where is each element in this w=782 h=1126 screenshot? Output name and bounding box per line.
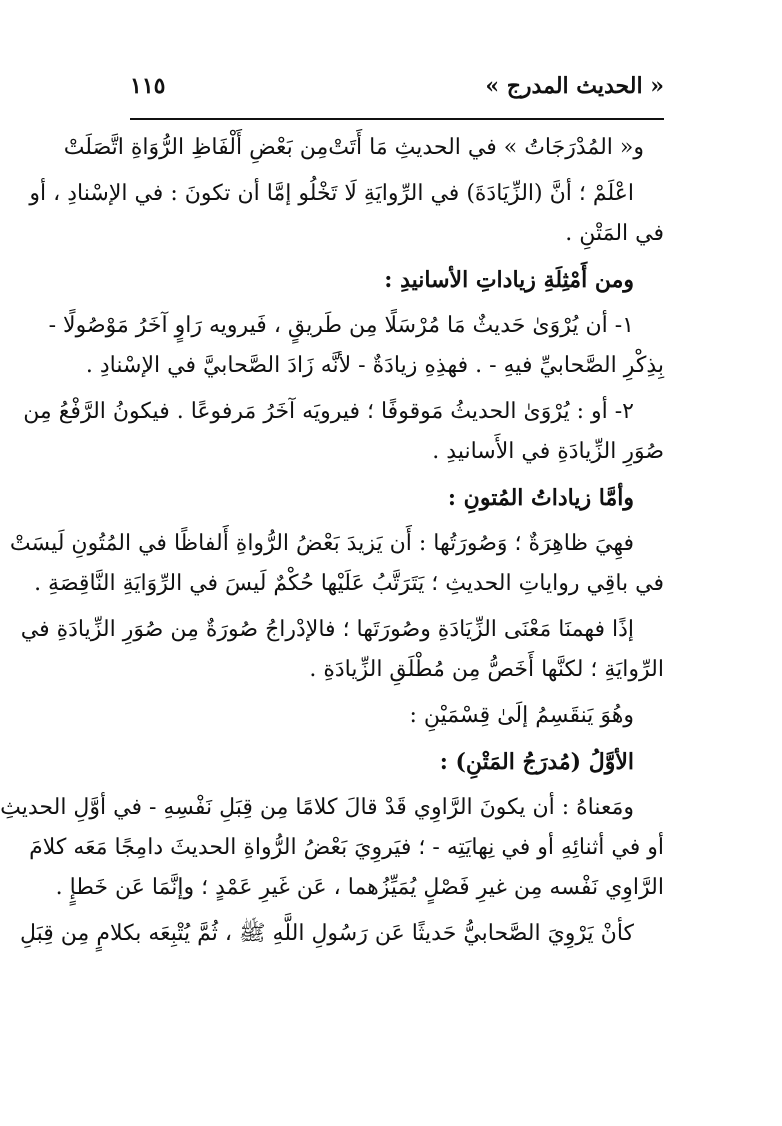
paragraph-line: إذًا فهمنَا مَعْنَى الزِّيَادَةِ وصُورَتَها ؛ فالإدْراجُ صُورَةٌ مِن صُوَرِ الزِّيادَةِ في <box>20 617 634 642</box>
running-header <box>130 66 664 106</box>
paragraph-line: في المَتْنِ . <box>565 221 664 246</box>
paragraph-line: صُوَرِ الزِّيادَةِ في الأَسانيدِ . <box>432 439 664 464</box>
paragraph-line: في باقِي رواياتِ الحديثِ ؛ يَتَرَتَّبُ عَلَيْها حُكْمٌ لَيسَ في الرِّوَايَةِ النَّاقِصَةِ . <box>34 571 664 596</box>
paragraph-line: ومَعناهُ : أن يكونَ الرَّاوِي قَدْ قالَ كلامًا مِن قِبَلِ نَفْسِهِ - في أوَّلِ الحديثِ <box>0 795 634 820</box>
verse-first-hemistich: و« المُدْرَجَاتُ » في الحديثِ مَا أَتَتْ <box>328 135 644 160</box>
verse-line <box>63 128 664 168</box>
header-rule <box>130 118 664 120</box>
paragraph-line: كأنْ يَرْوِيَ الصَّحابيُّ حَديثًا عَن رَسُولِ اللَّهِ ﷺ ، ثُمَّ يُتْبِعَه بكلامٍ مِن قِبَلِ <box>19 921 634 946</box>
paragraph-line: بِذِكْرِ الصَّحابيِّ فيهِ - . فهذِهِ زيادَةٌ - لأنَّه زَادَ الصَّحابيَّ في الإسْنادِ . <box>85 353 664 378</box>
paragraph-line: ١- أن يُرْوَىٰ حَديثٌ مَا مُرْسَلًا مِن طَريقٍ ، فَيرويه رَاوٍ آخَرُ مَوْصُولًا - <box>48 313 634 338</box>
paragraph-line: فهِيَ ظاهِرَةٌ ؛ وَصُورَتُها : أَن يَزيدَ بَعْضُ الرُّواةِ أَلفاظًا في المُتُونِ لَيسَتْ <box>9 531 634 556</box>
paragraph-line: ٢- أو : يُرْوَىٰ الحديثُ مَوقوفًا ؛ فيرويَه آخَرُ مَرفوعًا . فيكونُ الرَّفْعُ مِن <box>23 399 634 424</box>
section-heading: الأوَّلُ (مُدرَجُ المَتْنِ) : <box>439 749 634 775</box>
section-heading: ومن أَمْثِلَةِ زياداتِ الأسانيدِ : <box>384 267 634 293</box>
verse-second-hemistich: مِن بَعْضِ أَلْفَاظِ الرُّوَاةِ اتَّصَلَتْ <box>63 135 329 160</box>
paragraph-line: الرِّوايَةِ ؛ لكنَّها أَخَصُّ مِن مُطْلَقِ الزِّيادَةِ . <box>309 657 664 682</box>
header-title: « الحديث المدرج » <box>485 73 664 99</box>
paragraph-line: الرَّاوِي نَفْسه مِن غيرِ فَصْلٍ يُمَيِّزُهما ، عَن غَيرِ عَمْدٍ ؛ وإنَّمَا عَن خَطإٍ . <box>55 875 664 900</box>
page-number: ١١٥ <box>130 73 166 99</box>
paragraph-line: وهُوَ يَنقَسِمُ إلَىٰ قِسْمَيْنِ : <box>409 703 634 728</box>
section-heading: وأمَّا زياداتُ المُتونِ : <box>447 485 634 511</box>
paragraph-line: اعْلَمْ ؛ أنَّ (الزِّيَادَةَ) في الرِّوايَةِ لَا تَخْلُو إمَّا أن تكونَ : في الإسْنادِ ، أو <box>29 181 634 206</box>
paragraph-line: أو في أثنائِهِ أو في نِهايَتِه - ؛ فيَروِيَ بَعْضُ الرُّواةِ الحديثَ دامِجًا مَعَه كلامَ <box>29 835 664 860</box>
page-body <box>0 128 664 954</box>
